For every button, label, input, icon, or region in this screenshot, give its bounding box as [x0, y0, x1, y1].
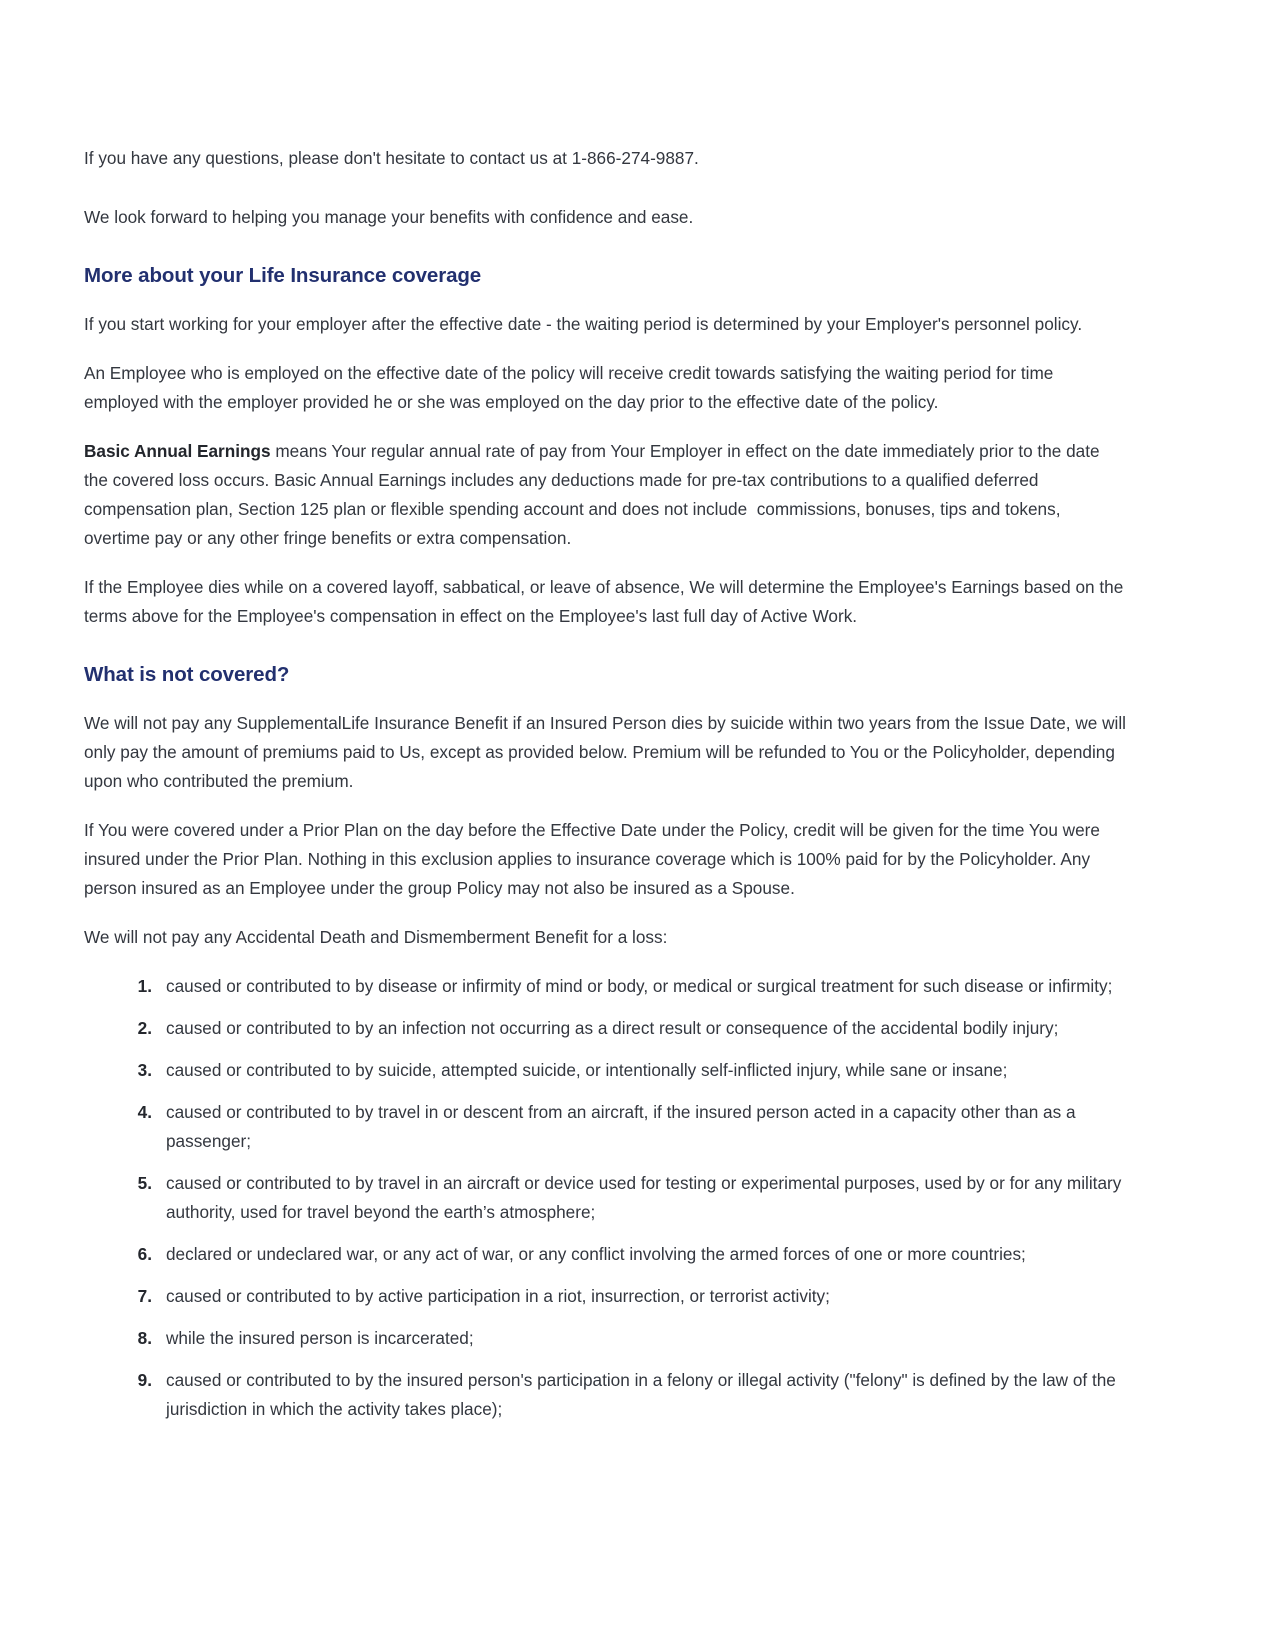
paragraph-prior-plan: If You were covered under a Prior Plan on the day before the Effective Date under the Policy, credit will be given for the time You were insured under the Prior Plan. Nothing in this exclusion applies to insurance coverage which is 100% paid for by the Policyholder. Any person insured as an Employee under the group Policy may not also be insured as a Spouse.: [84, 820, 1100, 898]
spacer: [84, 631, 1126, 661]
exclusions-list: [84, 972, 1126, 1424]
spacer: [84, 952, 1126, 972]
spacer: [84, 903, 1126, 923]
spacer: [84, 173, 1126, 203]
definition-body-basic-annual-earnings: means Your regular annual rate of pay from Your Employer in effect on the date immediately prior to the date the covered loss occurs. Basic Annual Earnings includes any deductions made for pre-tax contributions to a qualified deferred compensation plan, Section 125 plan or flexible spending account and does not include commissions, bonuses, tips and tokens, overtime pay or any other fringe benefits or extra compensation.: [84, 441, 1105, 548]
spacer: [84, 232, 1126, 262]
section-heading-what-is-not-covered: What is not covered?: [84, 663, 290, 686]
spacer: [84, 339, 1126, 359]
definition-term-basic-annual-earnings: Basic Annual Earnings: [84, 441, 271, 461]
paragraph-employee-credit: An Employee who is employed on the effective date of the policy will receive credit towards satisfying the waiting period for time employed with the employer provided he or she was employed on the day prior to the effective date of the policy.: [84, 363, 1054, 412]
list-item: while the insured person is incarcerated;: [166, 1328, 474, 1348]
list-item: caused or contributed to by the insured person's participation in a felony or illegal activity ("felony" is defined by the law of the jurisdiction in which the activity takes place);: [166, 1370, 1116, 1419]
paragraph-layoff-earnings: If the Employee dies while on a covered layoff, sabbatical, or leave of absence, We will determine the Employee's Earnings based on the terms above for the Employee's compensation in effect on the Employee's last full day of Active Work.: [84, 577, 1124, 626]
paragraph-basic-annual-earnings: [84, 437, 1126, 553]
list-item: caused or contributed to by suicide, attempted suicide, or intentionally self-inflicted injury, while sane or insane;: [166, 1060, 1008, 1080]
paragraph-suicide-exclusion: We will not pay any SupplementalLife Insurance Benefit if an Insured Person dies by suicide within two years from the Issue Date, we will only pay the amount of premiums paid to Us, except as provided below. Premium will be refunded to You or the Policyholder, depending upon who contributed the premium.: [84, 713, 1126, 791]
paragraph-add-benefit-lead-in: We will not pay any Accidental Death and Dismemberment Benefit for a loss:: [84, 927, 668, 947]
list-item: caused or contributed to by disease or infirmity of mind or body, or medical or surgical treatment for such disease or infirmity;: [166, 976, 1113, 996]
spacer: [84, 417, 1126, 437]
spacer: [84, 796, 1126, 816]
list-item: caused or contributed to by active participation in a riot, insurrection, or terrorist activity;: [166, 1286, 830, 1306]
list-item: declared or undeclared war, or any act of war, or any conflict involving the armed forces of one or more countries;: [166, 1244, 1026, 1264]
list-item: caused or contributed to by travel in an aircraft or device used for testing or experimental purposes, used by or for any military authority, used for travel beyond the earth’s atmosphere;: [166, 1173, 1122, 1222]
list-item: caused or contributed to by travel in or descent from an aircraft, if the insured person acted in a capacity other than as a passenger;: [166, 1102, 1076, 1151]
spacer: [84, 290, 1126, 310]
paragraph-waiting-period: If you start working for your employer after the effective date - the waiting period is determined by your Employer's personnel policy.: [84, 314, 1083, 334]
document-body: [84, 144, 1126, 1437]
list-item: caused or contributed to by an infection not occurring as a direct result or consequence of the accidental bodily injury;: [166, 1018, 1059, 1038]
section-heading-life-insurance-coverage: More about your Life Insurance coverage: [84, 264, 482, 287]
closing-paragraph: We look forward to helping you manage your benefits with confidence and ease.: [84, 207, 694, 227]
spacer: [84, 689, 1126, 709]
contact-paragraph: If you have any questions, please don't hesitate to contact us at 1-866-274-9887.: [84, 148, 699, 168]
spacer: [84, 553, 1126, 573]
